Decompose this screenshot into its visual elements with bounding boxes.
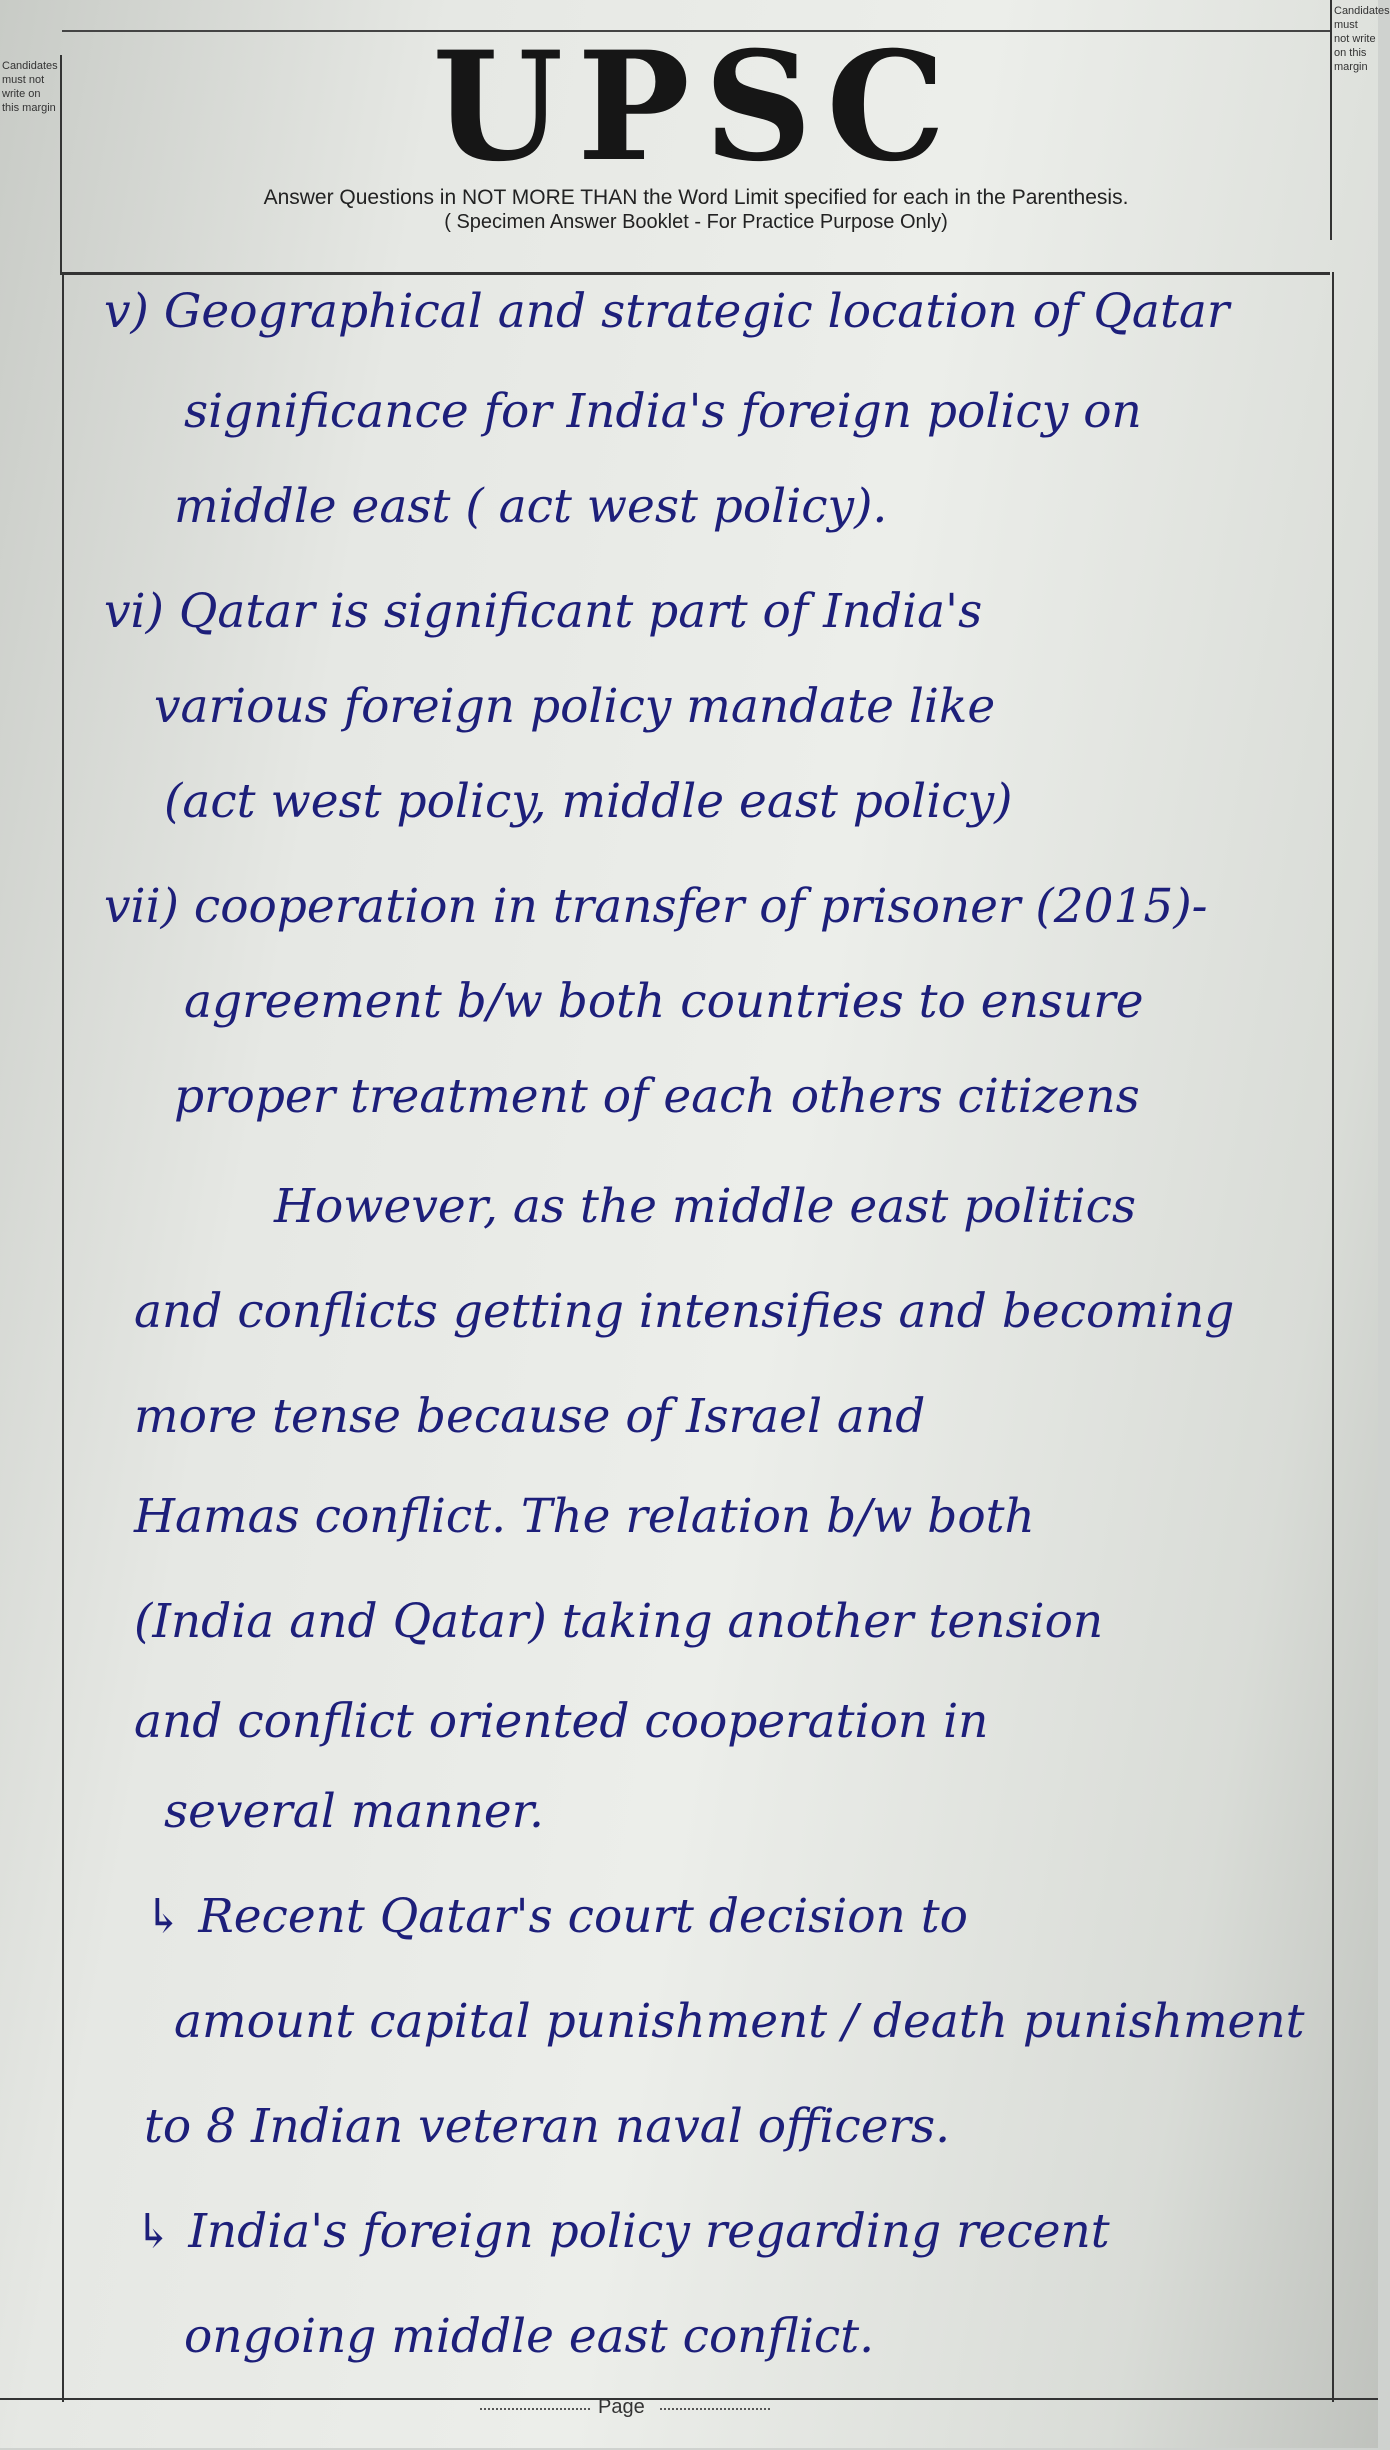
booklet-header — [62, 19, 1330, 275]
answer-line: ↳ India's foreign policy regarding recent — [134, 2204, 1110, 2259]
answer-line: v) Geographical and strategic location of Qatar — [104, 284, 1230, 339]
page-label: Page — [598, 2396, 645, 2418]
right-margin-note — [1330, 0, 1390, 240]
answer-line: (India and Qatar) taking another tension — [134, 1594, 1104, 1649]
answer-line: vi) Qatar is significant part of India's — [104, 584, 983, 639]
answer-line: significance for India's foreign policy on — [184, 384, 1142, 439]
left-margin-note — [0, 55, 62, 275]
footer-divider — [660, 2408, 770, 2410]
answer-line: middle east ( act west policy). — [174, 479, 888, 534]
answer-line: proper treatment of each others citizens — [174, 1069, 1140, 1124]
answer-line: However, as the middle east politics — [274, 1179, 1137, 1234]
answer-line: and conflict oriented cooperation in — [134, 1694, 989, 1749]
upsc-logo-text: UPSC — [432, 19, 960, 195]
answer-line: and conflicts getting intensifies and becoming — [134, 1284, 1235, 1339]
answer-line: vii) cooperation in transfer of prisoner (2015)- — [104, 879, 1208, 934]
answer-line: more tense because of Israel and — [134, 1389, 926, 1444]
answer-line: (act west policy, middle east policy) — [164, 774, 1013, 829]
answer-line: several manner. — [164, 1784, 544, 1839]
footer-divider — [480, 2408, 590, 2410]
right-margin-text: Candidates must not write on this margin — [1334, 5, 1390, 73]
answer-line: ongoing middle east conflict. — [184, 2309, 875, 2364]
page-footer — [0, 2398, 1378, 2450]
word-limit-instruction: Answer Questions in NOT MORE THAN the Word Limit specified for each in the Parenthesis. — [263, 186, 1129, 209]
answer-area — [62, 272, 1334, 2402]
answer-line: amount capital punishment / death punishment — [174, 1994, 1305, 2049]
answer-line: to 8 Indian veteran naval officers. — [144, 2099, 951, 2154]
answer-line: various foreign policy mandate like — [154, 679, 996, 734]
answer-line: Hamas conflict. The relation b/w both — [134, 1489, 1035, 1544]
answer-line: agreement b/w both countries to ensure — [184, 974, 1144, 1029]
specimen-note: ( Specimen Answer Booklet - For Practice Purpose Only) — [444, 211, 948, 233]
answer-line: ↳ Recent Qatar's court decision to — [144, 1889, 968, 1944]
left-margin-text: Candidates must not write on this margin — [2, 60, 58, 114]
